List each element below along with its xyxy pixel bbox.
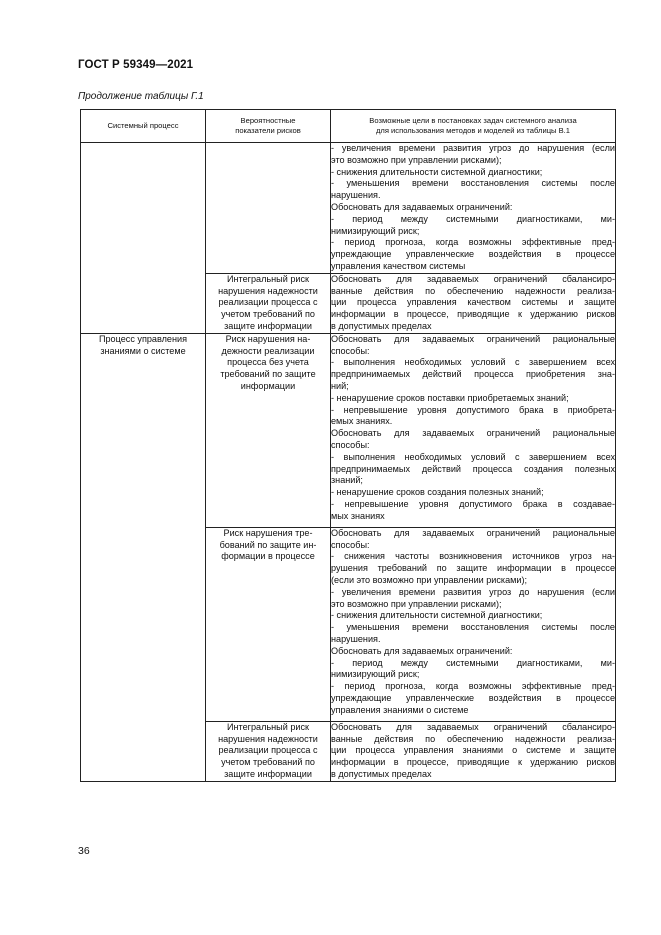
text-line: информации в процессе, приводящие к удержанию рисков bbox=[331, 757, 615, 768]
text-line: Возможные цели в постановках задач системного анализа bbox=[369, 116, 577, 125]
cell-risk bbox=[206, 333, 331, 527]
text-line: - увеличения времени развития угроз до нарушения (если bbox=[331, 143, 615, 153]
text-line: упреждающие управленческие воздействия в процессе bbox=[331, 249, 615, 260]
text-line: - увеличения времени развития угроз до нарушения (если bbox=[331, 586, 615, 597]
text-line: это возможно при управлении рисками); bbox=[331, 154, 502, 165]
text-line: Обосновать для задаваемых ограничений рациональные bbox=[331, 428, 615, 439]
text-line: емых знаниях. bbox=[331, 416, 393, 427]
text-line: - выполнения необходимых условий с завершением всех bbox=[331, 451, 615, 462]
text-line: ции процесса управления качеством системы и защите bbox=[331, 297, 615, 308]
text-line: - период прогноза, когда возможны эффективные пред- bbox=[331, 681, 615, 692]
text-line: ции процесса управления знаниями о системе и защите bbox=[331, 745, 615, 756]
text-line: это возможно при управлении рисками); bbox=[331, 598, 502, 609]
text-line: - снижения длительности системной диагностики; bbox=[331, 610, 543, 621]
cell-goals bbox=[331, 333, 616, 527]
text-line: защите информации bbox=[224, 320, 312, 331]
text-line: Риск нарушения на- bbox=[225, 333, 311, 344]
text-line: в допустимых пределах bbox=[331, 768, 432, 779]
text-line: учетом требований по bbox=[221, 757, 315, 768]
text-line: для использования методов и моделей из таблицы В.1 bbox=[375, 126, 571, 135]
text-line: ванные действия по обеспечению надежности реализа- bbox=[331, 733, 615, 744]
text-line: способы: bbox=[331, 539, 370, 550]
text-line: знаний; bbox=[331, 475, 363, 486]
text-line: Обосновать для задаваемых ограничений рациональные bbox=[331, 527, 615, 538]
cell-risk bbox=[206, 721, 331, 781]
text-line: - ненарушение сроков создания полезных знаний; bbox=[331, 487, 544, 498]
text-line: учетом требований по bbox=[221, 309, 315, 320]
text-line: Интегральный риск bbox=[227, 721, 309, 732]
text-line: Риск нарушения тре- bbox=[223, 527, 313, 538]
text-line: Процесс управления bbox=[98, 333, 188, 344]
table-header-row bbox=[81, 110, 616, 143]
text-line: - уменьшения времени восстановления системы после bbox=[331, 622, 615, 633]
text-line: способы: bbox=[331, 439, 370, 450]
text-line: Обосновать для задаваемых ограничений рациональные bbox=[331, 333, 615, 344]
cell-risk bbox=[206, 143, 331, 274]
text-line: - непревышение уровня допустимого брака в приобрета- bbox=[331, 404, 615, 415]
text-line: ванные действия по обеспечению надежности реализа- bbox=[331, 285, 615, 296]
header-risk-indicators bbox=[206, 110, 331, 143]
text-line: Интегральный риск bbox=[227, 273, 309, 284]
text-line: показатели рисков bbox=[235, 126, 301, 135]
cell-goals bbox=[331, 527, 616, 721]
text-line: нимизирующий риск; bbox=[331, 225, 420, 236]
text-line: знаниями о системе bbox=[100, 345, 186, 356]
text-line: требований по защите bbox=[220, 369, 316, 380]
page-number: 36 bbox=[78, 845, 90, 857]
text-line: рушения требований по защите информации в процессе bbox=[331, 563, 615, 574]
table-row bbox=[81, 143, 616, 274]
header-system-process bbox=[81, 110, 206, 143]
text-line: способы: bbox=[331, 345, 370, 356]
cell-risk bbox=[206, 273, 331, 333]
text-line: - непревышение уровня допустимого брака в создавае- bbox=[331, 498, 615, 509]
text-line: - снижения частоты возникновения источников угроз на- bbox=[331, 551, 615, 562]
cell-goals bbox=[331, 143, 616, 274]
table-caption: Продолжение таблицы Г.1 bbox=[78, 91, 204, 102]
document-code: ГОСТ Р 59349—2021 bbox=[78, 59, 194, 71]
text-line: - период прогноза, когда возможны эффективные пред- bbox=[331, 237, 615, 248]
text-line: бований по защите ин- bbox=[219, 539, 317, 550]
text-line: нарушения. bbox=[331, 633, 381, 644]
text-line: дежности реализации bbox=[221, 345, 315, 356]
text-line: мых знаниях bbox=[331, 510, 385, 521]
text-line: нарушения надежности bbox=[218, 285, 318, 296]
text-line: - период между системными диагностиками, ми- bbox=[331, 657, 615, 668]
header-possible-goals bbox=[331, 110, 616, 143]
text-line: Обосновать для задаваемых ограничений: bbox=[331, 201, 513, 212]
text-line: Обосновать для задаваемых ограничений сбалансиро- bbox=[331, 273, 615, 284]
text-line: нарушения надежности bbox=[218, 733, 318, 744]
cell-risk bbox=[206, 527, 331, 721]
cell-goals bbox=[331, 721, 616, 781]
text-line: - уменьшения времени восстановления системы после bbox=[331, 178, 615, 189]
text-line: упреждающие управленческие воздействия в процессе bbox=[331, 692, 615, 703]
text-line: управления знаниями о системе bbox=[331, 704, 469, 715]
risk-goals-table bbox=[80, 109, 616, 782]
text-line: - снижения длительности системной диагностики; bbox=[331, 166, 543, 177]
text-line: ний; bbox=[331, 380, 349, 391]
text-line: информации в процессе, приводящие к удержанию рисков bbox=[331, 309, 615, 320]
cell-goals bbox=[331, 273, 616, 333]
text-line: Обосновать для задаваемых ограничений сбалансиро- bbox=[331, 721, 615, 732]
text-line: предпринимаемых действий процесса приобретения зна- bbox=[331, 369, 615, 380]
text-line: Обосновать для задаваемых ограничений: bbox=[331, 645, 513, 656]
cell-process-knowledge bbox=[81, 333, 206, 781]
table-row bbox=[81, 333, 616, 527]
text-line: - период между системными диагностиками, ми- bbox=[331, 213, 615, 224]
text-line: управления качеством системы bbox=[331, 260, 466, 271]
text-line: - выполнения необходимых условий с завершением всех bbox=[331, 357, 615, 368]
text-line: (если это возможно при управлении рисками); bbox=[331, 574, 528, 585]
text-line: - ненарушение сроков поставки приобретаемых знаний; bbox=[331, 392, 569, 403]
text-line: нарушения. bbox=[331, 190, 381, 201]
text-line: защите информации bbox=[224, 768, 312, 779]
text-line: информации bbox=[240, 380, 296, 391]
text-line: процесса без учета bbox=[227, 357, 309, 368]
text-line: формации в процессе bbox=[221, 551, 315, 562]
text-line: Вероятностные bbox=[240, 116, 296, 125]
text-line: Системный процесс bbox=[107, 121, 179, 130]
text-line: реализации процесса с bbox=[218, 745, 318, 756]
text-line: предпринимаемых действий процесса создания полезных bbox=[331, 463, 615, 474]
text-line: в допустимых пределах bbox=[331, 320, 432, 331]
cell-process-quality-cont bbox=[81, 143, 206, 334]
text-line: реализации процесса с bbox=[218, 297, 318, 308]
text-line: нимизирующий риск; bbox=[331, 669, 420, 680]
